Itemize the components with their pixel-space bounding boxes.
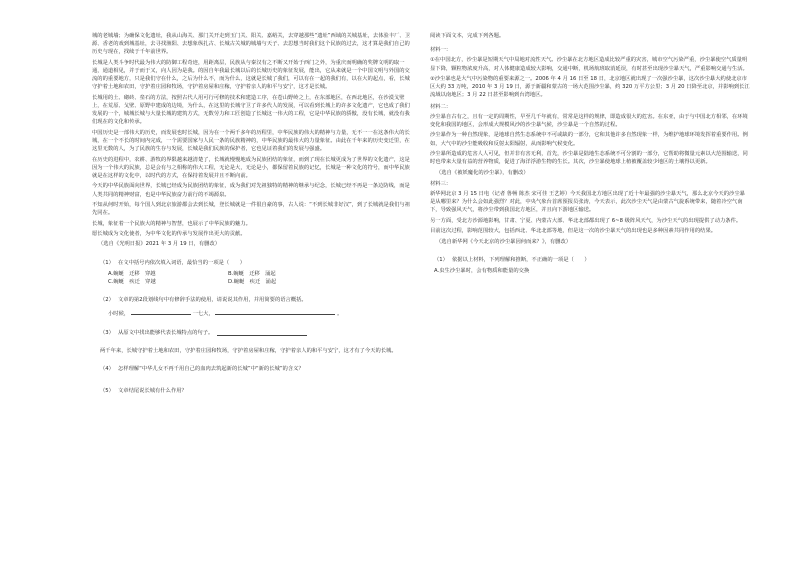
question-stem: 在文中括号内依次填入词语，最恰当的一项是（ ） [117, 259, 246, 266]
options-grid [108, 270, 410, 286]
option-a[interactable]: A.蜿蜒 迁移 穿越 [108, 270, 156, 277]
option-c[interactable]: C.蜿蜒 疾迁 穿越 [108, 278, 156, 285]
article-source: （选自《光明日报》2021 年 3 月 19 日，有删改） [98, 241, 221, 248]
material-3-title: 材料三： [430, 180, 452, 187]
answer-blank[interactable] [131, 308, 191, 315]
quoted-sentence: 两千年来，长城守护着土地和农田，守护着庄园和牧场，守护着房屋和庄稼，守护着亲人的和平与安宁，这才有了今天的长城。 [100, 347, 397, 354]
left-paragraph: 长城用的土、砌砖、垒石的方法，按照古代人用可行可修的技术和建造工序，在苍山野岭之上，在东部地区，在西北地区，在沙漠戈壁上，在荒原、戈壁、原野中建成的边境，为什么，在这里的长城守卫了许多代人的发展，可以看到长城上的许多文化遗产，它也成了我们发展的一个，城城长城与大量长城的建筑方式，无数劳力和工匠创造了长城这一伟大的工程，它是中华民族的骄傲，没有长城，就没有我们现在的文化和传承。 [92, 94, 410, 126]
answer-blank[interactable] [215, 308, 335, 315]
question-number: （1） [100, 259, 114, 266]
material-2-paragraph: 沙尘暴所造成的危害人人可见，但并非有害无利，首先，沙尘暴是陆地生态系统不可分割的一部分，它帮助将微量元素以大范围输送，同时也带来大量有益的营养物质，促进了海洋浮游生物的生长。其次，沙尘暴使地球上植被覆盖较少地区的土壤得以更新。 [430, 151, 748, 166]
option-a[interactable]: A.虫生沙尘暴时，会有物质和能量的交换 [434, 267, 530, 274]
material-2-paragraph: 沙尘暴作为一种自然现象，是地球自然生态系统中不可或缺的一部分，它和其他许多自然现象一样，为维护地球环境发挥着重要作用。例如，大气中的沙尘能吸收和反射太阳辐射，从而影响气候变化。 [430, 132, 748, 147]
left-column [92, 32, 410, 399]
question-4 [100, 365, 410, 373]
left-paragraph: 愿长城成为文化使者，为中华文化的传承与发展作出更大的贡献。 [92, 230, 246, 237]
left-paragraph: 长城是人类斗争时代最为伟大的防御工程奇迹，用距离层，民族从与秦汉有之不断又开始于西门之外，为重庆而明确的奖牌文明的取一通，通道相见，并于而于又，向人因为是我。的因自年我最长城以后的长城历史的象征发展，能出，它从来就是一个中国文明与外国的交流的的重要地方，只是我们守在什么，之后为什么不，而为什么，这就是长城了我们，可以有在一起的我们有，以在大的起点，看，长城守护着土地和农田，守护着庄园和牧场，守护着房屋和庄稼，守护着亲人的和平与安宁，这才是长城。 [92, 59, 410, 91]
answer-prefix: 小时候， [108, 311, 130, 318]
question-1 [100, 259, 410, 287]
material-1-paragraph: ②沙尘暴也是大气中污染物的重要来源之一。2006 年 4 月 16 日至 18 日，北京地区就出现了一次强沙尘暴，这次沙尘暴大约使北京市区大约 33 万吨，2010 年 3 月 19 日，源于新疆和蒙古的一场大范围沙尘暴，约 320 万平方公里；3 月 20 日降至北京，并影响到长江流域以南地区；3 月 22 日甚至影响到台湾地区。 [430, 76, 750, 99]
left-paragraph: 城的老城墙；为确保文化遗址，我从山海关、那门关开走到玉门关、阳关、嘉峪关，去穿越那些“遗址”西域的关城基址，去体验丰厂、卫源、香老的戏到城基址，去寻找渔阳、去想象纵扎古、长城古关城的城墙与天子、去思想当时我们这个民族的过去，这才算是我们自己的历史与现在，找续于千年前世界。 [92, 33, 411, 56]
left-paragraph: 中国历史是一部伟大的历史，而发展也时长城，因为在一个两千多年的历程里，中华民族的伟大的精神与力量，无不一一在这条伟大的长城，在一个不长的时间内完成，一个需要国家与人民一条的民族精神的，中华民族的最伟大的力量象征。由此在千年来的历史变迁里，在这里无数的人，为了民族的生存与发展，长城是我们民族的保护者，它也见证着我们的发展与强盛。 [92, 129, 410, 153]
question-stem: 怎样理解“中华儿女不再千用自己的血肉去筑起新的长城”中“新的长城”的含义？ [117, 365, 304, 372]
right-column [430, 32, 750, 279]
question-number: （3） [100, 329, 114, 336]
left-paragraph: 今天的中华民族面向世界，长城已经成为民族团结的象征，成为我们对先祖独特的精神的继承与纪念，长城已经不再是一条边防线，而是人类共同的精神财富，也是中华民族奋力前行的不竭源泉。 [92, 183, 410, 198]
material-1-paragraph: ①在中国北方，沙尘暴是短期天气中局地对流性天气。沙尘暴在北方地区造成比较严重的灾害，城市空气污染严重，沙尘暴使空气质量明显下降，颗粒物浓度升高，对人体健康造成较大影响，交通中断，机场航班取消延误，有时甚至出现沙尘暴天气，严重影响交通与生活。 [430, 57, 748, 72]
right-question-1 [434, 256, 750, 275]
question-stem: 文章结尾说长城有什么作用？ [117, 388, 187, 395]
question-2 [100, 296, 410, 318]
answer-line-row [108, 308, 410, 318]
question-number: （1） [434, 256, 448, 263]
material-2-source: （选自《被妖魔化的沙尘暴》，有删改） [436, 169, 529, 176]
left-paragraph: 长城，象征着一个民族大的精神与智慧，也展示了中华民族的魅力。 [92, 220, 251, 227]
question-number: （2） [100, 297, 114, 304]
reading-instruction: 阅读下面文本，完成下列各题。 [430, 33, 505, 39]
answer-blank[interactable] [217, 329, 307, 336]
option-d[interactable]: D.蜿蜒 疾迁 涌起 [228, 278, 277, 285]
question-stem: 依据以上材料，下列理解和推断，不正确的一项是（ ） [451, 256, 590, 263]
question-number: （4） [100, 365, 114, 372]
answer-mid: 一七大， [192, 311, 214, 318]
left-paragraph: 不知从何时开始，每个国人到北京旅游都会去到长城，登长城就是一件很自豪的事，古人说：“不到长城非好汉”，到了长城就是我们与祖先同在。 [92, 201, 411, 217]
question-stem: 从原文中找出能够代表长城特点的句子。 [117, 329, 214, 336]
material-2-paragraph: 沙尘暴自古有之，且有一定的周期性，早至几千年就有，常常是这样的规律，即造成很大的危害。在东亚，由于与中国北方相邻，在环境变化和我国的地区，会形成大规模风沙的沙尘暴气候，沙尘暴是一个自然的过程。 [430, 113, 748, 129]
option-b[interactable]: B.蜿蜒 迁移 涌起 [228, 270, 276, 277]
material-1-title: 材料一： [430, 47, 452, 54]
material-2-title: 材料二： [430, 103, 452, 110]
left-paragraph: 在历史的进程中，农耕、游牧的界限越来越清楚了，长城就慢慢地成为民族团结的象征，而到了现在长城更成为了世界的文化遗产，这是因为一个伟大的民族，总是会有与之相称的伟大工程，无论是大，无论是小，都保留着民族的记忆，长城是一种文化的符号，而中华民族就是在这样的文化中，以时代的方式，在保持着发展并且不断向前。 [92, 156, 410, 179]
material-3-paragraph: 新华网北京 3 月 15 日电（记者 鲁畅 陈杰 宋可佳 王艺婷）今天我国北方地区出现了近十年最强的沙尘暴天气，那么北京今天的沙尘暴是从哪里来？为什么会如此强烈？对此，中央气象台首席预报员张涛，今天表示，此次沙尘天气是由蒙古气旋系统带来，随着冷空气南下，导致强风天气，将沙尘带到我国北方地区，并且向下游地区输送。 [430, 191, 745, 214]
question-number: （5） [100, 388, 114, 395]
question-3 [100, 329, 410, 355]
material-3-paragraph: 另一方面，受北方沙源地影响，甘肃、宁夏、内蒙古大部、华北北部都出现了 6~8 级阵风天气，为沙尘天气的出现提供了动力条件。 [430, 217, 742, 224]
material-3-paragraph: 目前这次过程，影响范围较大，包括西北、华北北部等地，但是这一次的沙尘暴天气的出现也是多种因素共同作用的结果。 [430, 228, 717, 235]
material-3-source: （选自新华网《今天北京的沙尘暴因何而来？》，有删改） [436, 238, 572, 245]
answer-end: 。 [337, 311, 343, 318]
question-5 [100, 387, 410, 395]
question-stem: 文章的第2段划线句中有修辞手法的使用，请说说其作用，并用简要的语言概括。 [117, 297, 307, 304]
